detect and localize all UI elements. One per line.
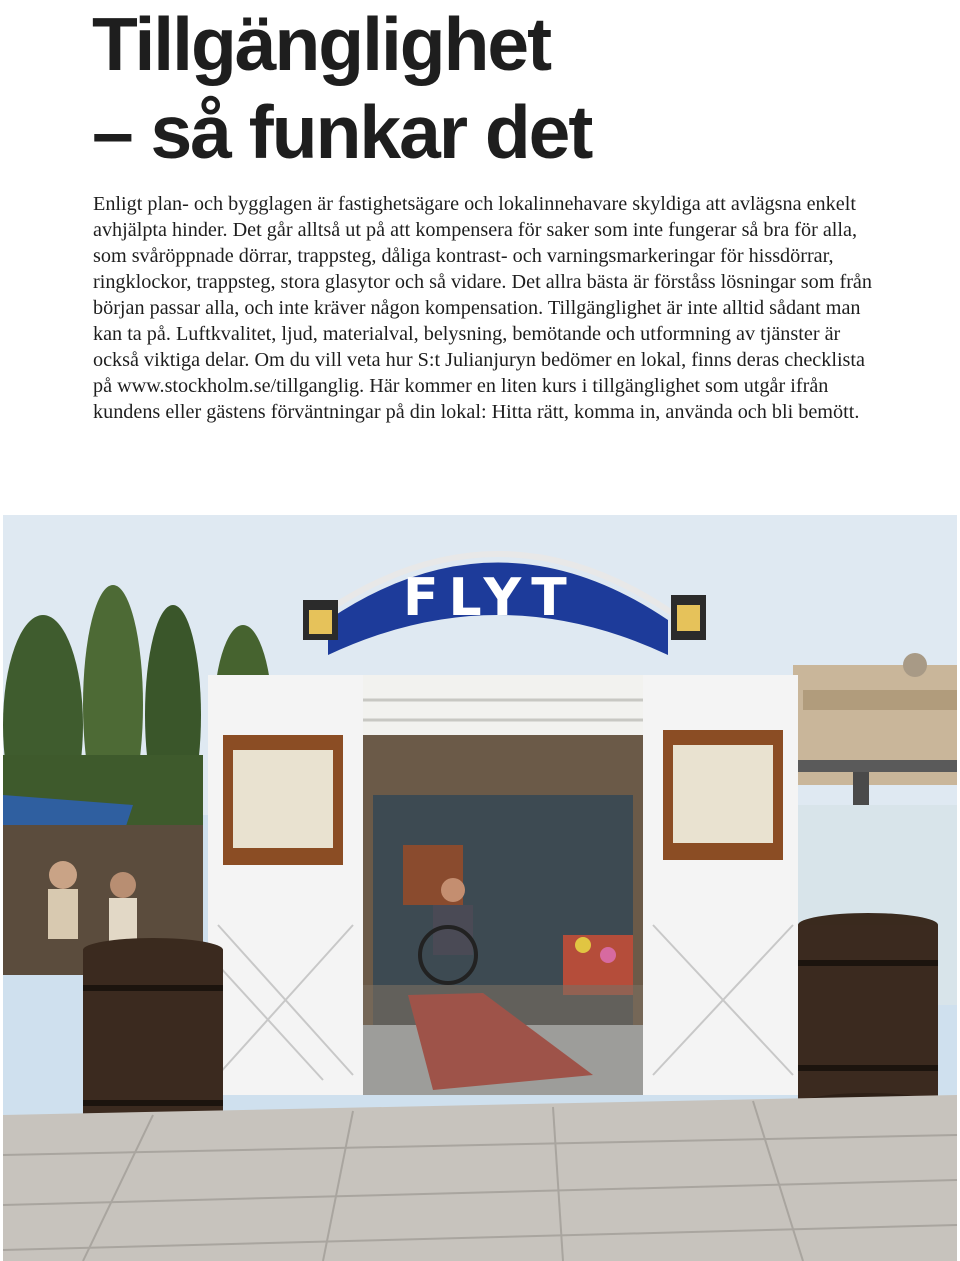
title-line-2: – så funkar det xyxy=(92,90,592,174)
page-title xyxy=(92,0,591,176)
title-line-1: Tillgänglighet xyxy=(92,2,551,86)
restaurant-entrance-photo xyxy=(3,515,957,1261)
intro-paragraph: Enligt plan- och bygglagen är fastighetsägare och lokalinnehavare skyldiga att avlägsna enkelt avhjälpta hinder. Det går alltså ut på att kompensera för saker som inte fungerar så bra för alla, som svåröppnade dörrar, trappsteg, dåliga kontrast- och varningsmarkeringar för hissdörrar, ringklockor, trappsteg, stora glasytor och så vidare. Det allra bästa är förståss lösningar som från början passar alla, och inte kräver någon kompensation. Tillgänglighet är inte alltid sådant man kan ta på. Luftkvalitet, ljud, materialval, belysning, bemötande och utformning av tjänster är också viktiga delar. Om du vill veta hur S:t Julianjuryn bedömer en lokal, finns deras checklista på www.stockholm.se/tillganglig. Här kommer en liten kurs i tillgänglighet som utgår ifrån kundens eller gästens förväntningar på din lokal: Hitta rätt, komma in, använda och bli bemött. xyxy=(93,193,872,423)
flyt-sign-text: FLYT xyxy=(403,568,577,628)
